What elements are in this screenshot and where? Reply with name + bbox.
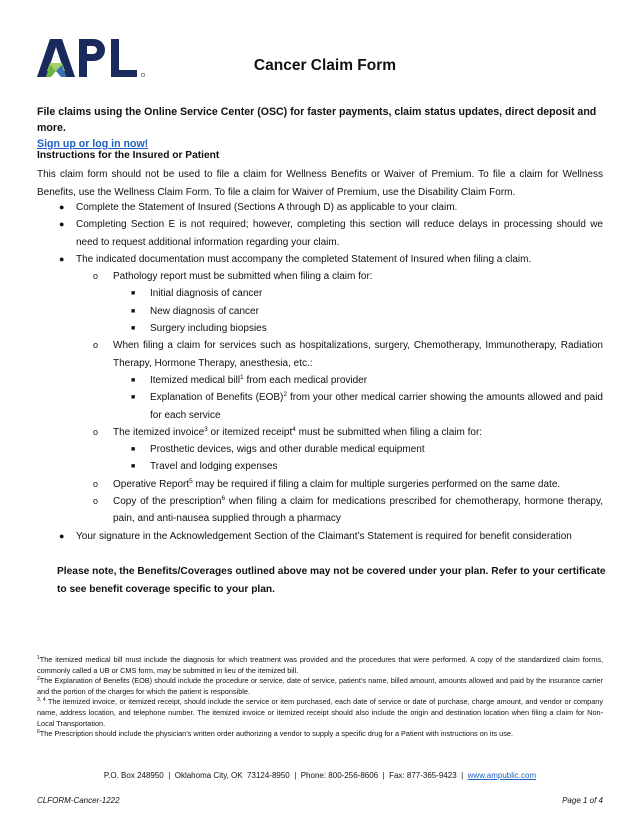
footnote-3-4: $^{3, 4}$ The itemized invoice, or itemized receipt, should include the service or item purchased, each date of service or date of purchase, charge amount, and vendor or company name, address location, and telephone number. The itemized invoice or itemized receipt should also include the origin and destination location when filing a claim for Non-Local Transportation. <box>37 697 603 728</box>
list-item: ■ Explanation of Benefits (EOB)$^2$ from your other medical carrier showing the amounts allowed and paid for each service <box>131 391 603 421</box>
square-bullet-icon: ■ <box>131 394 136 402</box>
circle-bullet-icon: o <box>93 426 99 437</box>
website-link[interactable]: www.ampublic.com <box>467 771 537 780</box>
contact-info: P.O. Box 248950 | Oklahoma City, OK 73124-8950 | Phone: 800-256-8606 | Fax: 877-365-9423 | www.ampublic.com <box>103 771 537 780</box>
list-item: ● Complete the Statement of Insured (Sections A through D) as applicable to your claim. <box>37 199 603 216</box>
list-item: o Pathology report must be submitted when filing a claim for: <box>37 268 603 285</box>
coverage-note: Please note, the Benefits/Coverages outlined above may not be covered under your plan. Refer to your certificate to see benefit coverage specific to your plan. <box>57 566 606 595</box>
form-id: CLFORM-Cancer-1222 <box>37 796 120 805</box>
list-item: ■ Initial diagnosis of cancer <box>37 285 603 302</box>
bullet-icon: ● <box>59 202 65 212</box>
osc-intro-text: File claims using the Online Service Center (OSC) for faster payments, claim status updates, direct deposit and more. <box>37 106 597 134</box>
form-title: Cancer Claim Form <box>253 57 397 74</box>
footnote-1: $^1$The itemized medical bill must include the diagnosis for which treatment was provided and the procedures that were performed. A copy of the standardized claim forms, commonly called a UB or CMS form, may be submitted in lieu of the itemized bill. <box>37 655 603 675</box>
instructions-body: This claim form should not be used to file a claim for Wellness Benefits or Waiver of Premium. To file a claim for Wellness Benefits, use the Wellness Claim Form. To file a claim for Waiver of Premium, use the Disability Claim Form. <box>37 169 603 198</box>
footnote-6: $^6$The Prescription should include the physician’s written order authorizing a vendor to supply a specific drug for a Patient with instructions on its use. <box>37 729 513 739</box>
square-bullet-icon: ■ <box>131 307 136 315</box>
bullet-icon: ● <box>59 530 65 541</box>
footnote-2: $^2$The Explanation of Benefits (EOB) should include the procedure or service, date of service, patient’s name, billed amount, amounts allowed and paid by the insurance carrier and the portion of the charges for which the patient is responsible. <box>37 676 603 696</box>
instructions-heading: Instructions for the Insured or Patient <box>37 150 220 161</box>
circle-bullet-icon: o <box>93 496 99 507</box>
list-item: o Copy of the prescription$^6$ when filing a claim for medications prescribed for chemotherapy, hormone therapy, pain, and anti-nausea supplied through a pharmacy <box>93 495 603 525</box>
circle-bullet-icon: o <box>93 271 99 282</box>
square-bullet-icon: ■ <box>131 325 136 333</box>
list-item: o Operative Report$^5$ may be required if filing a claim for multiple surgeries performed on the same date. <box>37 476 603 493</box>
osc-intro <box>37 104 607 152</box>
list-item: ■ New diagnosis of cancer <box>37 303 603 320</box>
list-item: ■ Travel and lodging expenses <box>37 458 603 475</box>
sign-up-link[interactable]: Sign up or log in now! <box>37 138 149 150</box>
footnotes <box>37 655 603 740</box>
list-item: o When filing a claim for services such as hospitalizations, surgery, Chemotherapy, Immunotherapy, Radiation Therapy, Hormone Therapy, anesthesia, etc.: <box>37 337 603 372</box>
list-item: ● Your signature in the Acknowledgement Section of the Claimant’s Statement is required for benefit consideration <box>37 528 603 545</box>
instructions-list <box>37 199 603 545</box>
circle-bullet-icon: o <box>93 340 99 351</box>
bullet-icon: ● <box>59 219 65 230</box>
list-item: ● Completing Section E is not required; however, completing this section will reduce delays in processing should we need to request additional information regarding your claim. <box>37 216 603 251</box>
bullet-icon: ● <box>59 253 65 264</box>
square-bullet-icon: ■ <box>131 376 136 384</box>
square-bullet-icon: ■ <box>131 290 136 298</box>
circle-bullet-icon: o <box>93 478 99 489</box>
square-bullet-icon: ■ <box>131 463 136 471</box>
list-item: ■ Itemized medical bill$^1$ from each medical provider <box>37 372 603 389</box>
square-bullet-icon: ■ <box>131 446 136 454</box>
list-item: o The itemized invoice$^3$ or itemized receipt$^4$ must be submitted when filing a claim for: <box>37 424 603 441</box>
list-item: ● The indicated documentation must accompany the completed Statement of Insured when filing a claim. <box>37 251 603 268</box>
list-item: ■ Surgery including biopsies <box>37 320 603 337</box>
page-number: Page 1 of 4 <box>562 796 603 805</box>
list-item: ■ Prosthetic devices, wigs and other durable medical equipment <box>37 441 603 458</box>
